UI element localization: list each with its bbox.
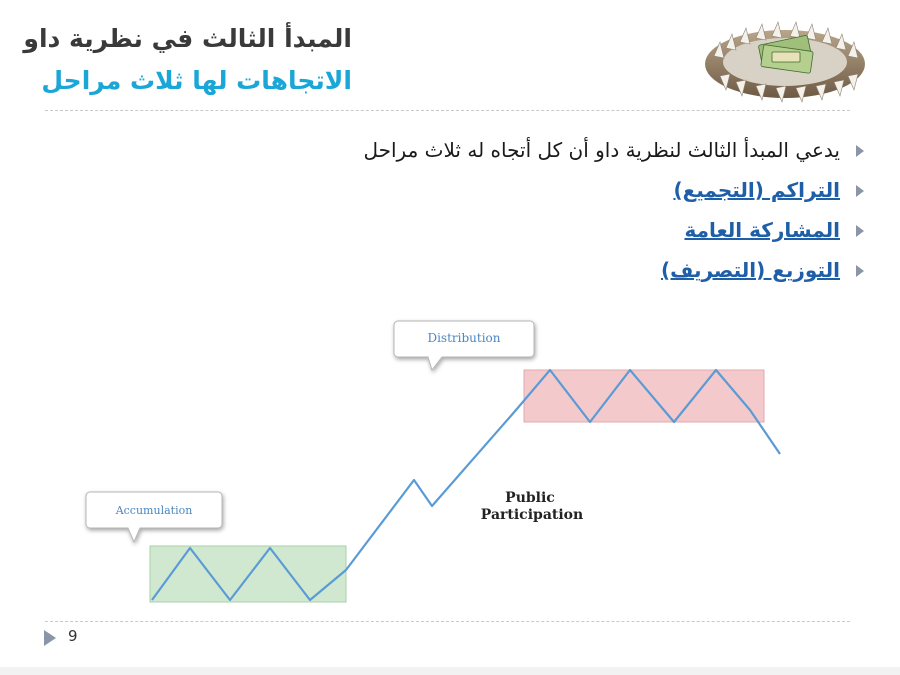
slide-subtitle: الاتجاهات لها ثلاث مراحل (41, 66, 352, 95)
distribution-zone (524, 370, 764, 422)
callout-accumulation (86, 492, 222, 542)
slide-title: المبدأ الثالث في نظرية داو (23, 24, 352, 53)
public-participation-label-line1: Public (505, 490, 555, 506)
bullet-link-distribution[interactable]: التوزيع (التصريف) (660, 258, 840, 282)
header-divider (45, 110, 850, 111)
bullet-arrow-icon (856, 145, 864, 157)
money-trap-icon (700, 6, 870, 106)
bullet-list (140, 130, 840, 290)
callout-distribution (394, 321, 534, 370)
bullet-text: يدعي المبدأ الثالث لنظرية داو أن كل أتجاه له ثلاث مراحل (363, 138, 840, 162)
public-participation-label-line2: Participation (480, 507, 584, 523)
footer-divider (45, 621, 850, 622)
bullet-item (140, 130, 840, 170)
bullet-arrow-icon (856, 225, 864, 237)
bullet-item (140, 210, 840, 250)
callout-accumulation-label: Accumulation (115, 504, 193, 517)
callout-distribution-label: Distribution (427, 331, 501, 345)
bullet-arrow-icon (856, 185, 864, 197)
bullet-arrow-icon (856, 265, 864, 277)
dow-phases-diagram (60, 300, 820, 620)
page-number: 9 (68, 627, 78, 645)
bullet-item (140, 170, 840, 210)
footer-arrow-icon (44, 630, 56, 646)
bullet-link-accumulation[interactable]: التراكم (التجميع) (673, 178, 840, 202)
bullet-link-public-participation[interactable]: المشاركة العامة (684, 218, 840, 242)
bullet-item (140, 250, 840, 290)
